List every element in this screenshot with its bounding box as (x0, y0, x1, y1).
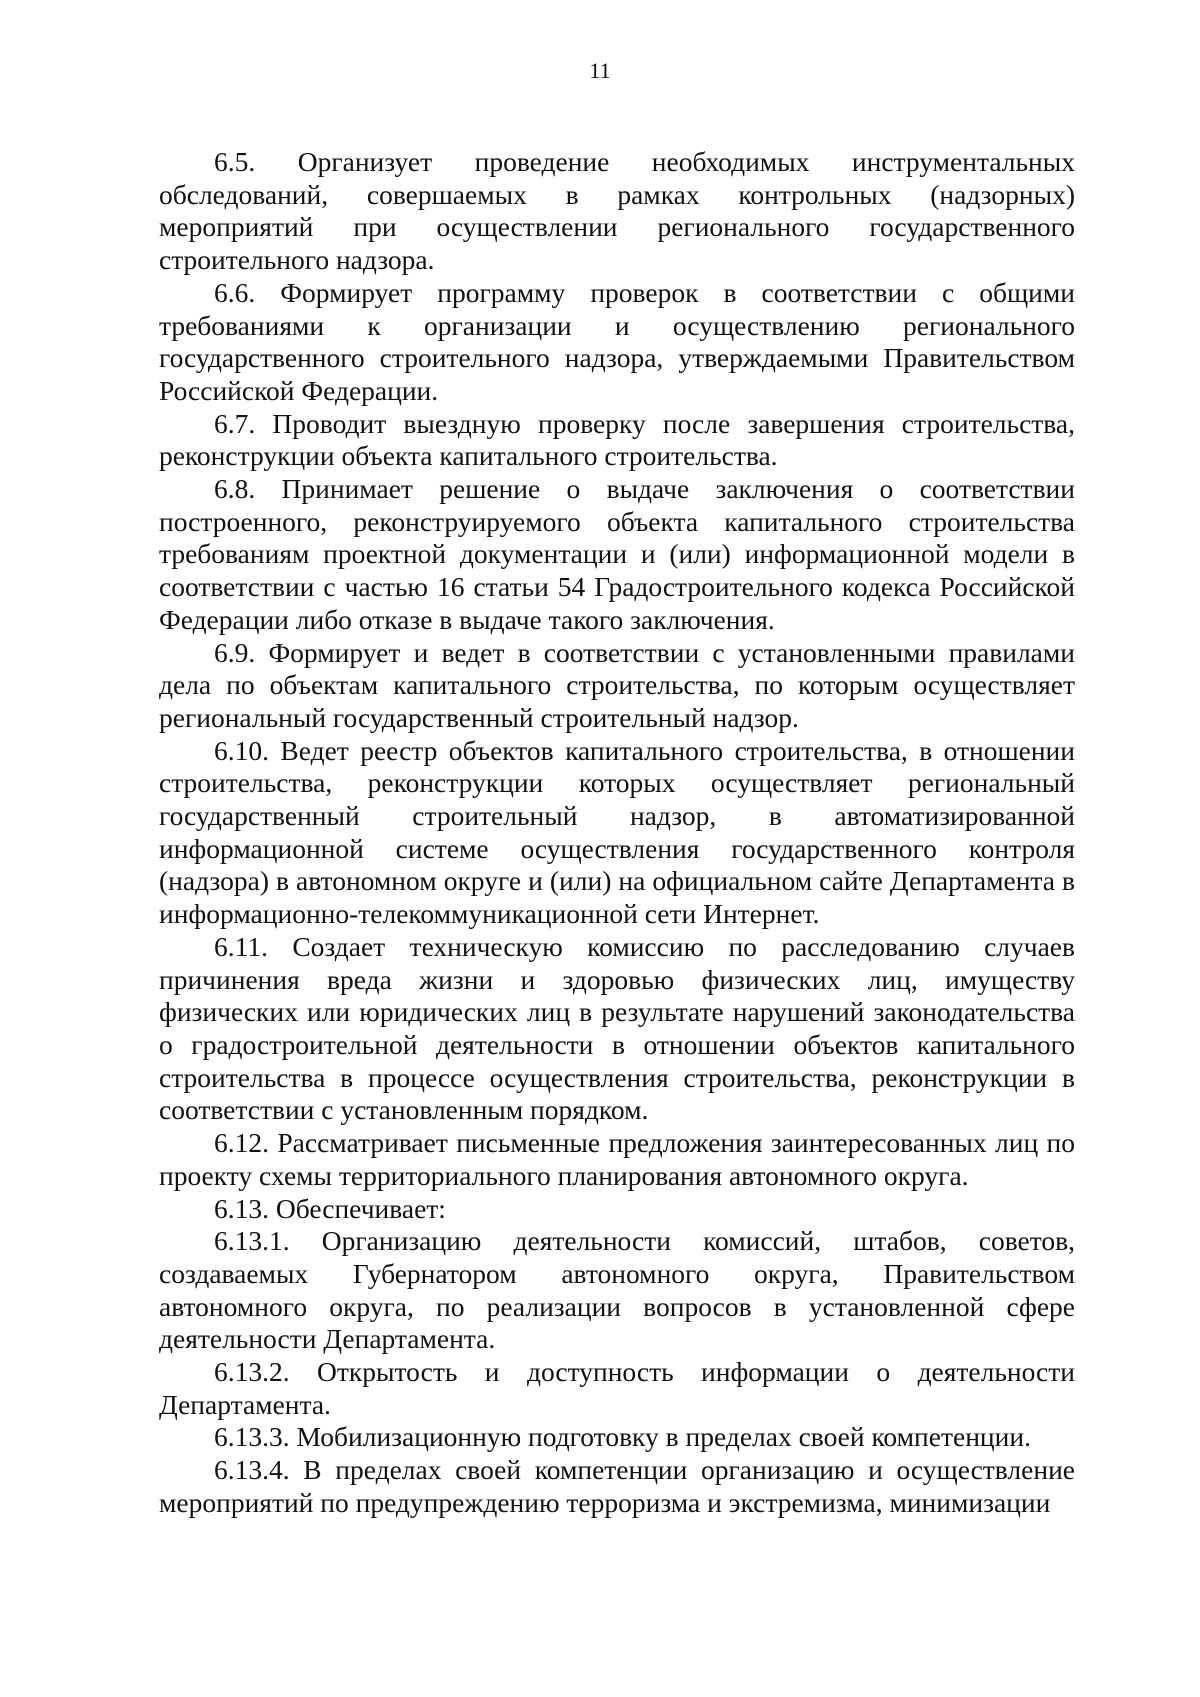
document-body (159, 146, 1075, 1520)
paragraph-6-13-4: 6.13.4. В пределах своей компетенции организацию и осуществление мероприятий по предупреждению терроризма и экстремизма, минимизации (159, 1454, 1075, 1518)
paragraph-6-13-3: 6.13.3. Мобилизационную подготовку в пределах своей компетенции. (214, 1421, 1031, 1453)
paragraph-6-13-1: 6.13.1. Организацию деятельности комиссий, штабов, советов, создаваемых Губернатором автономного округа, Правительством автономного округа, по реализации вопросов в установленной сфере деятельности Департамента. (159, 1225, 1075, 1355)
paragraph-6-8: 6.8. Принимает решение о выдаче заключения о соответствии построенного, реконструируемого объекта капитального строительства требованиям проектной документации и (или) информационной модели в соответствии с частью 16 статьи 54 Градостроительного кодекса Российской Федерации либо отказе в выдаче такого заключения. (159, 473, 1075, 635)
paragraph-6-11: 6.11. Создает техническую комиссию по расследованию случаев причинения вреда жизни и здоровью физических лиц, имуществу физических или юридических лиц в результате нарушений законодательства о градостроительной деятельности в отношении объектов капитального строительства в процессе осуществления строительства, реконструкции в соответствии с установленным порядком. (159, 930, 1075, 1126)
paragraph-6-13: 6.13. Обеспечивает: (214, 1192, 446, 1224)
paragraph-6-9: 6.9. Формирует и ведет в соответствии с установленными правилами дела по объектам капитального строительства, по которым осуществляет региональный государственный строительный надзор. (159, 636, 1075, 733)
paragraph-6-5: 6.5. Организует проведение необходимых инструментальных обследований, совершаемых в рамках контрольных (надзорных) мероприятий при осуществлении регионального государственного строительного надзора. (159, 146, 1075, 276)
paragraph-6-7: 6.7. Проводит выездную проверку после завершения строительства, реконструкции объекта капитального строительства. (159, 407, 1075, 472)
page-number: 11 (589, 58, 611, 83)
paragraph-6-10: 6.10. Ведет реестр объектов капитального строительства, в отношении строительства, реконструкции которых осуществляет региональный государственный строительный надзор, в автоматизированной информационной системе осуществления государственного контроля (надзора) в автономном округе и (или) на официальном сайте Департамента в информационно-телекоммуникационной сети Интернет. (159, 734, 1075, 930)
paragraph-6-6: 6.6. Формирует программу проверок в соответствии с общими требованиями к организации и осуществлению регионального государственного строительного надзора, утверждаемыми Правительством Российской Федерации. (159, 276, 1075, 406)
paragraph-6-12: 6.12. Рассматривает письменные предложения заинтересованных лиц по проекту схемы территориального планирования автономного округа. (159, 1127, 1075, 1191)
paragraph-6-13-2: 6.13.2. Открытость и доступность информации о деятельности Департамента. (159, 1356, 1075, 1420)
